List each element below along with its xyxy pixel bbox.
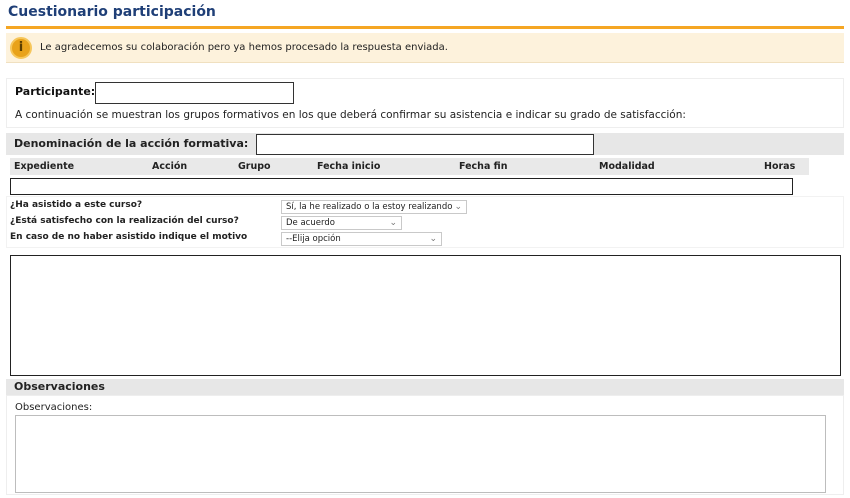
action-input[interactable] (256, 134, 594, 155)
action-header (6, 133, 844, 155)
page-title: Cuestionario participación (8, 4, 216, 20)
observations-title: Observaciones (14, 380, 105, 393)
participant-panel (6, 78, 844, 128)
attended-select-value: Sí, la he realizado o la estoy realizando (286, 202, 453, 212)
column-header-horas: Horas (764, 161, 796, 172)
satisfaction-select-value: De acuerdo (286, 218, 335, 228)
notice-text: Le agradecemos su colaboración pero ya hemos procesado la respuesta enviada. (40, 42, 448, 53)
reason-details-box[interactable] (10, 255, 841, 376)
chevron-down-icon: ⌄ (429, 234, 437, 244)
title-rule (6, 26, 844, 29)
column-header-fecha-fin: Fecha fin (459, 161, 508, 172)
participant-input[interactable] (95, 82, 294, 104)
action-label: Denominación de la acción formativa: (14, 137, 249, 150)
table-header (10, 158, 809, 175)
info-coin-icon (10, 37, 32, 59)
column-header-modalidad: Modalidad (599, 161, 655, 172)
observations-panel (6, 395, 844, 495)
info-glyph: i (18, 40, 24, 55)
column-header-grupo: Grupo (238, 161, 271, 172)
question-label-reason: En caso de no haber asistido indique el motivo (10, 232, 248, 242)
observations-label: Observaciones: (15, 402, 93, 413)
intro-text: A continuación se muestran los grupos formativos en los que deberá confirmar su asistencia e indicar su grado de satisfacción: (15, 109, 686, 121)
reason-select-value: --Elija opción (286, 234, 341, 244)
reason-select[interactable] (281, 232, 442, 246)
observations-textarea[interactable] (15, 415, 826, 493)
participant-label: Participante: (15, 85, 96, 98)
chevron-down-icon: ⌄ (389, 218, 397, 228)
question-label-satisfaction: ¿Está satisfecho con la realización del curso? (10, 216, 239, 226)
satisfaction-select[interactable] (281, 216, 402, 230)
chevron-down-icon: ⌄ (454, 202, 462, 212)
column-header-accion: Acción (152, 161, 188, 172)
observations-header (6, 379, 844, 395)
column-header-expediente: Expediente (14, 161, 75, 172)
question-label-attended: ¿Ha asistido a este curso? (10, 200, 143, 210)
notice-banner (6, 33, 844, 63)
table-row (10, 178, 793, 195)
column-header-fecha-inicio: Fecha inicio (317, 161, 381, 172)
attended-select[interactable] (281, 200, 467, 214)
